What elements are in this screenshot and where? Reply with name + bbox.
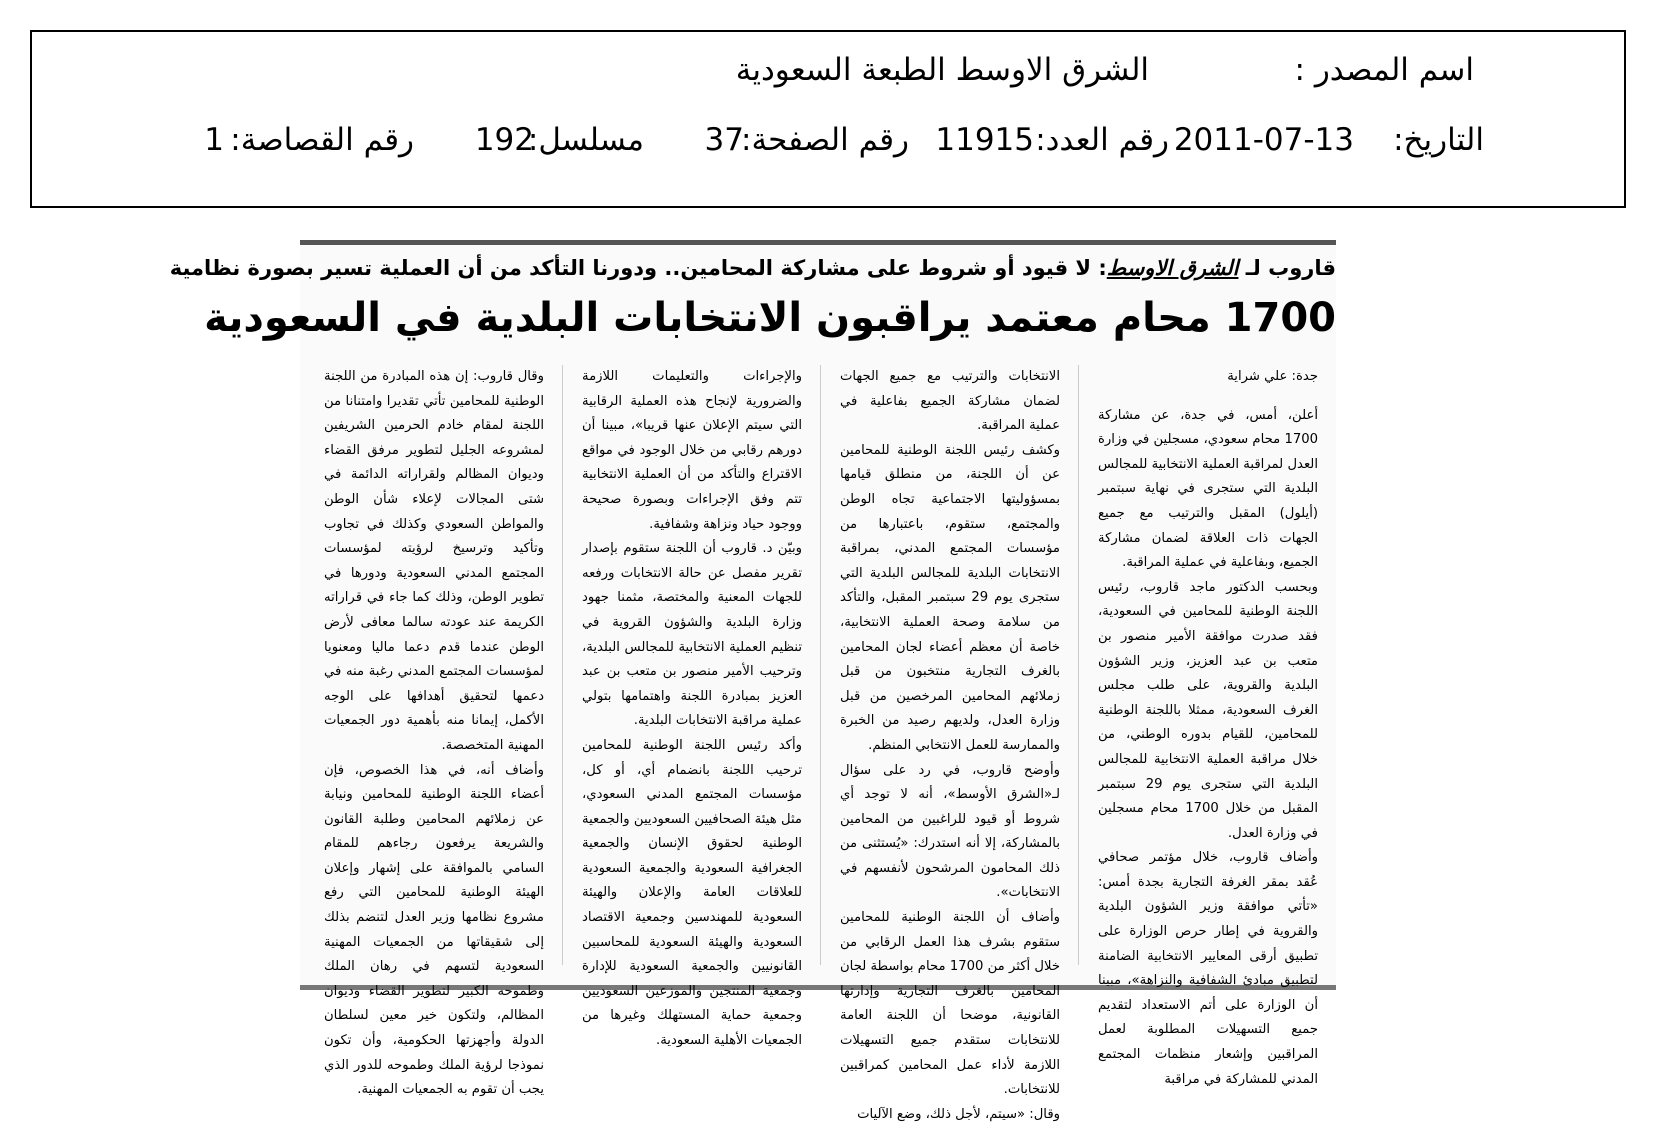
kicker-text: : لا قيود أو شروط على مشاركة المحامين.. ودورنا التأكد من أن العملية تسير بصورة نظامية: [169, 256, 1107, 280]
kicker-prefix: قاروب لـ: [1245, 256, 1336, 280]
source-metadata-box: [30, 30, 1626, 208]
source-label: اسم المصدر :: [1294, 52, 1474, 88]
article-headline: 1700 محام معتمد يراقبون الانتخابات البلدية في السعودية: [204, 295, 1336, 341]
article-byline: جدة: علي شراية: [1227, 369, 1318, 384]
paragraph: وأضاف أن اللجنة الوطنية للمحامين ستقوم بشرف هذا العمل الرقابي من خلال أكثر من 1700 محام بواسطة لجان المحامين بالغرف التجارية وإدارتها القانونية، موضحا أن اللجنة العامة للانتخابات ستقدم جميع التسهيلات اللازمة لأداء عمل المحامين كمراقبين للانتخابات.: [840, 910, 1061, 1098]
serial-label: مسلسل:: [527, 122, 644, 158]
clip-value: 1: [204, 122, 224, 158]
paragraph: وبحسب الدكتور ماجد قاروب، رئيس اللجنة الوطنية للمحامين في السعودية، فقد صدرت موافقة الأمير منصور بن متعب بن عبد العزيز، وزير الشؤون البلدية والقروية، على طلب مجلس الغرف السعودية، ممثلا باللجنة الوطنية للمحامين، للقيام بدوره الوطني، من خلال مراقبة العملية الانتخابية للمجالس البلدية التي ستجرى يوم 29 سبتمبر المقبل من خلال 1700 محام مسجلين في وزارة العدل.: [1098, 579, 1318, 841]
date-value: 2011-07-13: [1173, 122, 1354, 158]
date-label: التاريخ:: [1393, 122, 1484, 158]
paragraph: وأضاف أنه، في هذا الخصوص، فإن أعضاء اللجنة الوطنية للمحامين ونيابة عن زملائهم المحامين وطلبة القانون والشريعة يرفعون رجاءهم للمقام السامي بالموافقة على إشهار وإعلان الهيئة الوطنية للمحامين التي رفع مشروع نظامها وزير العدل لتنضم بذلك إلى شقيقاتها من الجمعيات المهنية السعودية لتسهم في رهان الملك وطموحه الكبير لتطوير القضاء وديوان المظالم، ولتكون خير معين لسلطان الدولة وأجهزتها الحكومية، وأن تكون نموذجا لرؤية الملك وطموحه للدور الذي يجب أن تقوم به الجمعيات المهنية.: [324, 762, 544, 1098]
column-divider: [1078, 365, 1079, 965]
column-divider: [820, 365, 821, 965]
paragraph: الانتخابات والترتيب مع جميع الجهات لضمان مشاركة الجميع بفاعلية في عملية المراقبة.: [840, 369, 1060, 434]
article-column-1: [1098, 365, 1318, 1087]
paragraph: وكشف رئيس اللجنة الوطنية للمحامين عن أن اللجنة، من منطلق قيامها بمسؤوليتها الاجتماعية تجاه الوطن والمجتمع، ستقوم، باعتبارها من مؤسسات المجتمع المدني، بمراقبة الانتخابات البلدية للمجالس البلدية التي ستجرى يوم 29 سبتمبر المقبل، والتأكد من سلامة وصحة العملية الانتخابية، خاصة أن معظم أعضاء لجان المحامين بالغرف التجارية منتخبون من قبل زملائهم المحامين المرخصين من قبل وزارة العدل، ولديهم رصيد من الخبرة والممارسة للعمل الانتخابي المنظم.: [840, 442, 1060, 753]
paragraph: والإجراءات والتعليمات اللازمة والضرورية لإنجاح هذه العملية الرقابية التي سيتم الإعلان عنها قريبا»، مبينا أن دورهم رقابي من خلال الوجود في مواقع الاقتراع والتأكد من أن العملية الانتخابية تتم وفق الإجراءات وبصورة صحيحة ووجود حياد ونزاهة وشفافية.: [582, 369, 802, 532]
article-column-3: [582, 365, 802, 1049]
column-divider: [562, 365, 563, 965]
issue-value: 11915: [935, 122, 1034, 158]
paragraph: وأكد رئيس اللجنة الوطنية للمحامين ترحيب اللجنة بانضمام أي، أو كل، مؤسسات المجتمع المدني السعودي، مثل هيئة الصحافيين السعوديين والجمعية الوطنية لحقوق الإنسان والجمعية الجغرافية السعودية والجمعية السعودية للعلاقات العامة والإعلان والهيئة السعودية للمهندسين وجمعية الاقتصاد السعودية والهيئة السعودية للمحاسبين القانونيين والجمعية السعودية للإدارة وجمعية المنتجين والموزعين السعوديين وجمعية حماية المستهلك وغيرها من الجمعيات الأهلية السعودية.: [582, 737, 802, 1049]
article-column-2: [840, 365, 1061, 1122]
serial-value: 192: [474, 122, 534, 158]
paragraph: وقال قاروب: إن هذه المبادرة من اللجنة الوطنية للمحامين تأتي تقديرا وامتنانا من اللجنة لمقام خادم الحرمين الشريفين لمشروعه الجليل لتطوير مرفق القضاء وديوان المظالم ولقراراته الدائمة في شتى المجالات لإعلاء شأن الوطن والمواطن السعودي وكذلك في تجاوب وتأكيد وترسيخ لرؤيته لمؤسسات المجتمع المدني السعودية ودورها في تطوير الوطن، وذلك كما جاء في قراراته الكريمة عند عودته سالما معافى لأرض الوطن عندما قدم دعما ماليا ومعنويا لمؤسسات المجتمع المدني رغبة منه في دعمها لتحقيق أهدافها على الوجه الأكمل، إيمانا منه بأهمية دور الجمعيات المهنية المتخصصة.: [324, 369, 544, 753]
newspaper-brand: الشرق الاوسط: [1106, 255, 1239, 280]
page-label: رقم الصفحة:: [741, 122, 909, 158]
paragraph: وبيّن د. قاروب أن اللجنة ستقوم بإصدار تقرير مفصل عن حالة الانتخابات ورفعه للجهات المعنية والمختصة، مثمنا جهود وزارة البلدية والشؤون القروية في تنظيم العملية الانتخابية للمجالس البلدية، وترحيب الأمير منصور بن متعب بن عبد العزيز بمبادرة اللجنة واهتمامها بتولي عملية مراقبة الانتخابات البلدية.: [582, 541, 802, 729]
newspaper-clipping: [169, 240, 1336, 1122]
article-kicker: [169, 255, 1336, 280]
clip-label: رقم القصاصة:: [230, 122, 414, 158]
paragraph: وقال: «سيتم، لأجل ذلك، وضع الآليات: [857, 1106, 1060, 1122]
paragraph: أعلن، أمس، في جدة، عن مشاركة 1700 محام سعودي، مسجلين في وزارة العدل لمراقبة العملية الانتخابية للمجالس البلدية التي ستجرى في نهاية سبتمبر (أيلول) المقبل والترتيب مع جميع الجهات ذات العلاقة لضمان مشاركة الجميع، وبفاعلية في عملية المراقبة.: [1098, 407, 1318, 571]
page-value: 37: [704, 122, 744, 158]
article-column-4: [324, 365, 544, 1098]
paragraph: وأضاف قاروب، خلال مؤتمر صحافي عُقد بمقر الغرفة التجارية بجدة أمس: «تأتي موافقة وزير الشؤون البلدية والقروية في إطار حرص الوزارة على تطبيق أرقى المعايير الانتخابية الضامنة لتطبيق مبادئ الشفافية والنزاهة»، مبينا أن الوزارة على أتم الاستعداد لتقديم جميع التسهيلات المطلوبة لعمل المراقبين وإشعار منظمات المجتمع المدني للمشاركة في مراقبة: [1098, 850, 1318, 1087]
source-value: الشرق الاوسط الطبعة السعودية: [735, 52, 1149, 88]
paragraph: وأوضح قاروب، في رد على سؤال لـ«الشرق الأوسط»، أنه لا توجد أي شروط أو قيود للراغبين من المحامين بالمشاركة، إلا أنه استدرك: «يُستثنى من ذلك المحامون المرشحون لأنفسهم في الانتخابات».: [840, 762, 1060, 901]
issue-label: رقم العدد:: [1035, 122, 1169, 158]
